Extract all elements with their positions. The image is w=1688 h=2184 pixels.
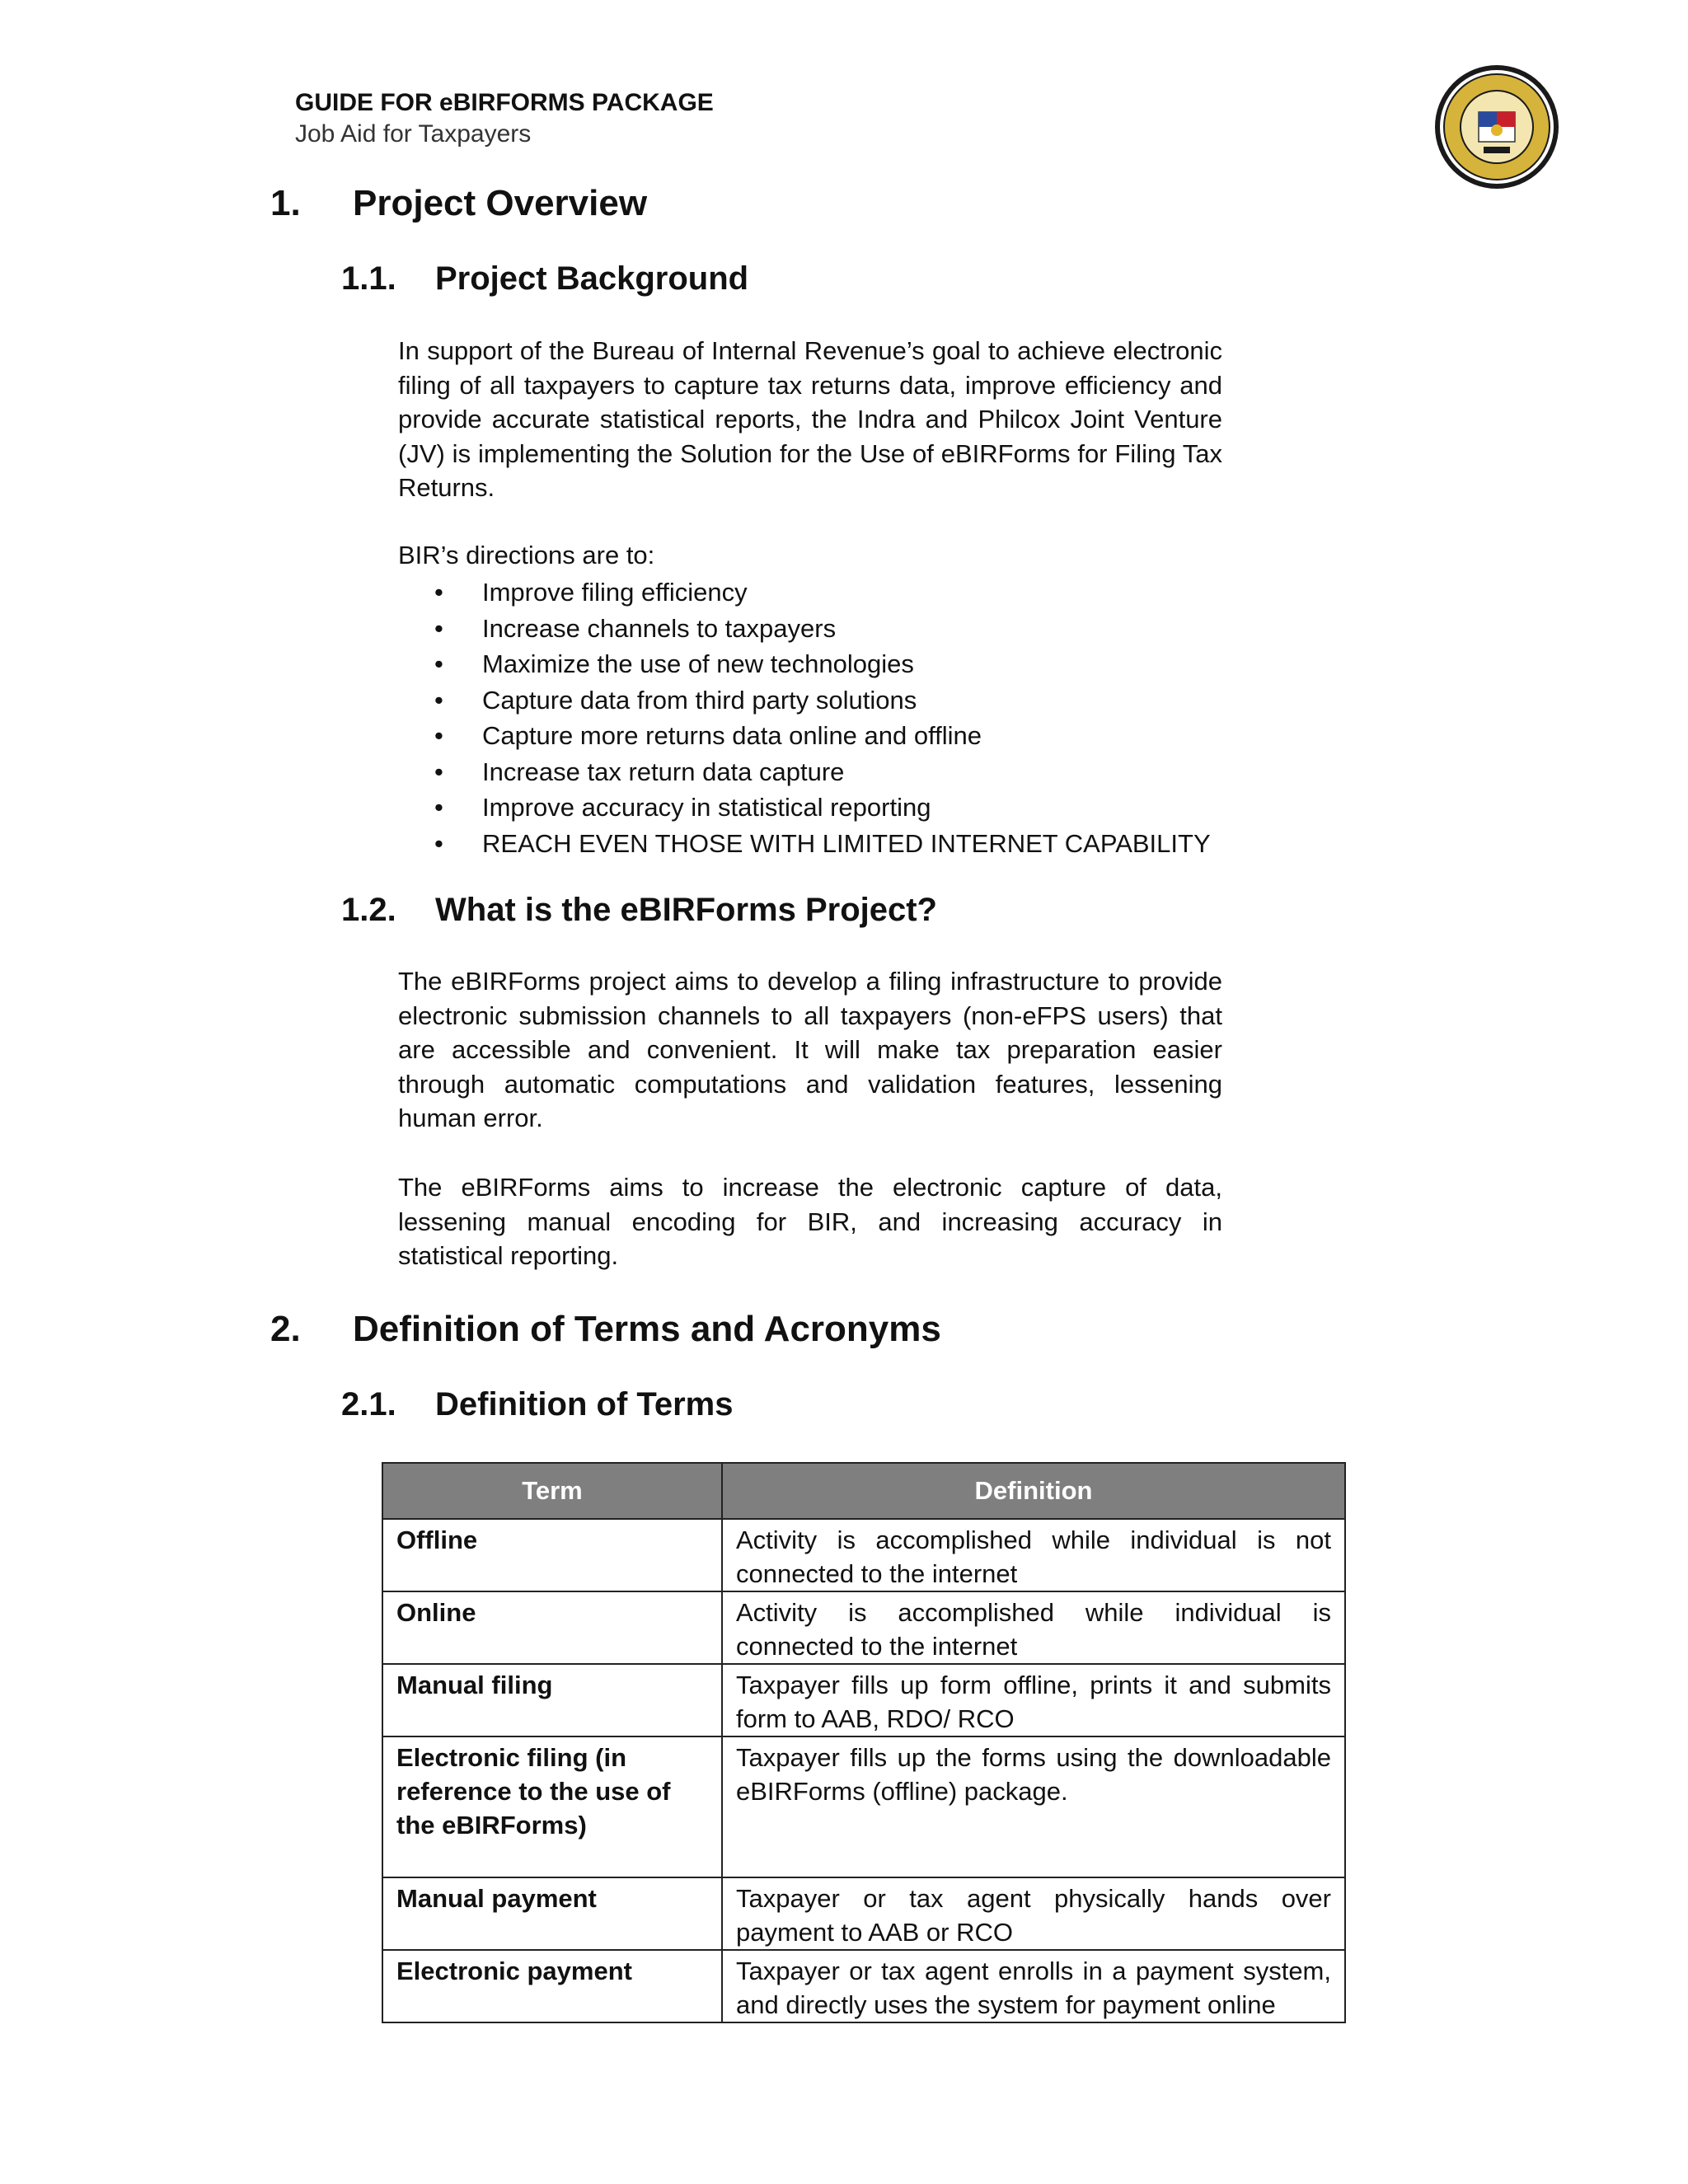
subsection-number: 2.1.: [341, 1386, 396, 1422]
table-row: [382, 1519, 1345, 1591]
list-item: • Capture data from third party solutions: [398, 682, 1211, 719]
term-cell: Manual payment: [382, 1877, 722, 1950]
table-header-row: [382, 1463, 1345, 1519]
table-row: [382, 1877, 1345, 1950]
section-title: Project Overview: [353, 183, 648, 223]
list-item: • Increase tax return data capture: [398, 754, 1211, 790]
list-item: • Increase channels to taxpayers: [398, 611, 1211, 647]
ebirforms-project-paragraph: The eBIRForms project aims to develop a filing infrastructure to provide electronic submission channels to all taxpayers (non-eFPS users) that are accessible and convenient. It will make tax preparation easier through automatic computations and validation features, lessening human error.: [398, 967, 1222, 1132]
subsection-title: Definition of Terms: [435, 1386, 734, 1422]
document-header-subtitle: Job Aid for Taxpayers: [295, 120, 532, 148]
document-header-title: GUIDE FOR eBIRFORMS PACKAGE: [295, 89, 714, 116]
terms-table: [382, 1462, 1346, 2023]
section-title: Definition of Terms and Acronyms: [353, 1309, 941, 1349]
definition-cell: Taxpayer fills up the forms using the downloadable eBIRForms (offline) package.: [722, 1736, 1345, 1877]
subsection-title: Project Background: [435, 260, 749, 297]
table-row: [382, 1736, 1345, 1877]
subsection-title: What is the eBIRForms Project?: [435, 892, 937, 928]
subsection-number: 1.2.: [341, 892, 396, 928]
project-background-paragraph: In support of the Bureau of Internal Revenue’s goal to achieve electronic filing of all taxpayers to capture tax returns data, improve efficiency and provide accurate statistical reports, the Indra and Philcox Joint Venture (JV) is implementing the Solution for the Use of eBIRForms for Filing Tax Returns.: [398, 336, 1222, 502]
definition-cell: Activity is accomplished while individual is not connected to the internet: [722, 1519, 1345, 1591]
directions-list: [398, 574, 1211, 861]
list-item: • Improve accuracy in statistical reporting: [398, 790, 1211, 826]
table-row: [382, 1664, 1345, 1736]
term-cell: Manual filing: [382, 1664, 722, 1736]
directions-lead: BIR’s directions are to:: [398, 541, 655, 569]
column-header-term: Term: [382, 1463, 722, 1519]
list-item: • Improve filing efficiency: [398, 574, 1211, 611]
ebirforms-aims-paragraph: The eBIRForms aims to increase the electronic capture of data, lessening manual encoding for BIR, and increasing accuracy in statistical reporting.: [398, 1173, 1222, 1270]
section-number: 1.: [270, 183, 301, 223]
table-row: [382, 1591, 1345, 1664]
list-item: • REACH EVEN THOSE WITH LIMITED INTERNET CAPABILITY: [398, 826, 1211, 862]
term-cell: Electronic filing (in reference to the use of the eBIRForms): [382, 1736, 722, 1877]
term-cell: Online: [382, 1591, 722, 1664]
table-row: [382, 1950, 1345, 2022]
definition-cell: Taxpayer or tax agent physically hands over payment to AAB or RCO: [722, 1877, 1345, 1950]
subsection-number: 1.1.: [341, 260, 396, 297]
list-item: • Capture more returns data online and offline: [398, 718, 1211, 754]
definition-cell: Taxpayer or tax agent enrolls in a payment system, and directly uses the system for payment online: [722, 1950, 1345, 2022]
bir-seal-icon: [1434, 64, 1559, 190]
definition-cell: Taxpayer fills up form offline, prints it and submits form to AAB, RDO/ RCO: [722, 1664, 1345, 1736]
term-cell: Offline: [382, 1519, 722, 1591]
definition-cell: Activity is accomplished while individual is connected to the internet: [722, 1591, 1345, 1664]
column-header-definition: Definition: [722, 1463, 1345, 1519]
list-item: • Maximize the use of new technologies: [398, 646, 1211, 682]
section-number: 2.: [270, 1309, 301, 1349]
term-cell: Electronic payment: [382, 1950, 722, 2022]
